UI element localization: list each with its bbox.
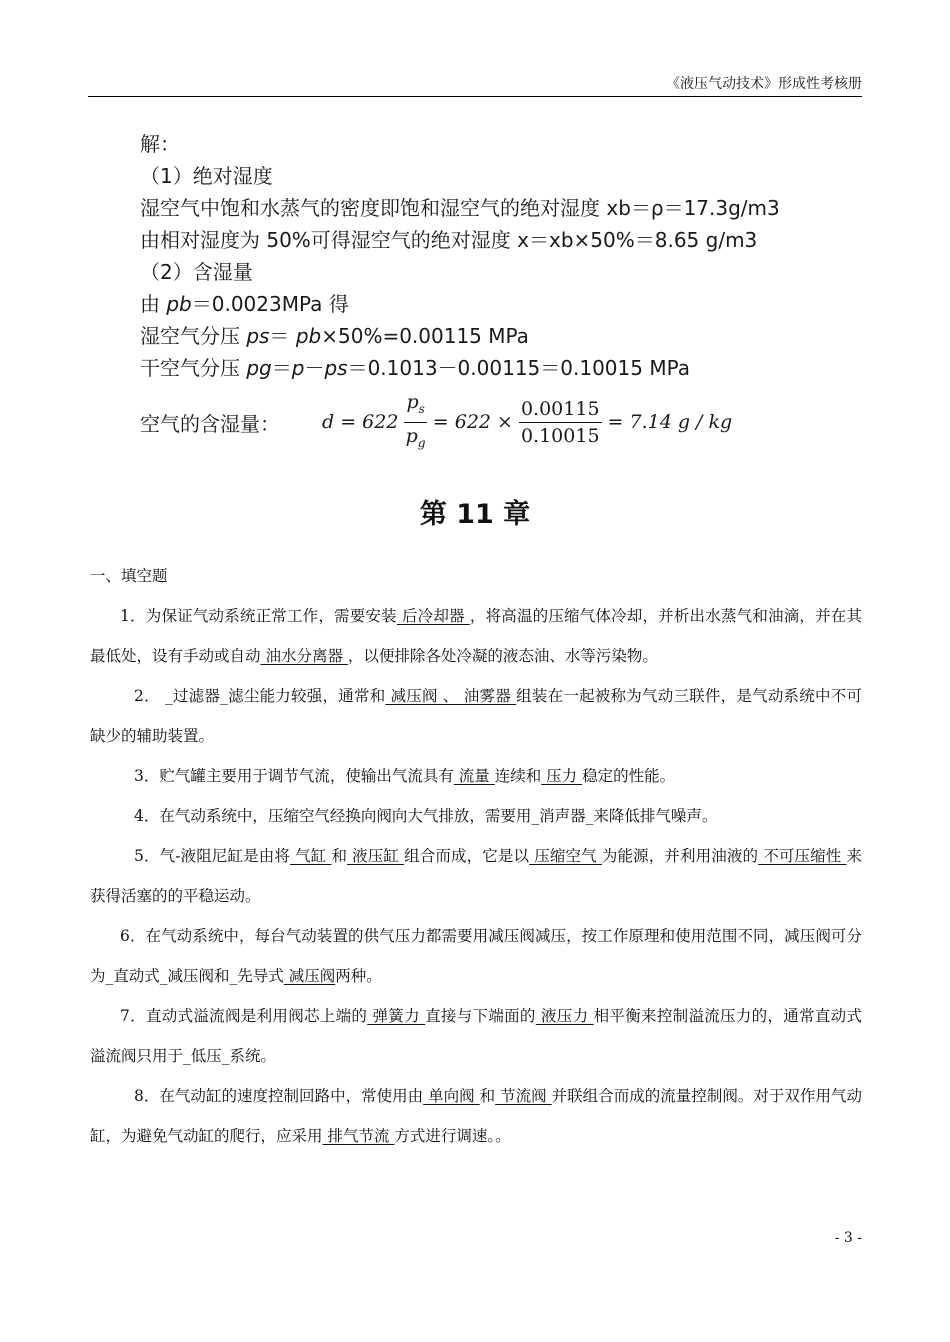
formula-mid: = 622 ×	[432, 411, 513, 433]
fraction-values	[519, 398, 602, 447]
line3-text-b: ＝0.0023MPa 得	[191, 292, 349, 316]
part1-title: （1）绝对湿度	[140, 164, 273, 188]
solution-line-1: 湿空气中饱和水蒸气的密度即饱和湿空气的绝对湿度 xb＝ρ＝17.3g/m3	[140, 196, 780, 220]
line3-var: pb	[166, 292, 192, 316]
line4-text-b: ＝	[269, 324, 296, 348]
fraction-value-denominator: 0.10015	[520, 424, 600, 447]
section-title: 一、填空题	[90, 567, 168, 585]
formula-rhs: = 7.14 g / kg	[607, 411, 733, 433]
solution-line-5	[140, 352, 900, 384]
header-title: 《液压气动技术》形成性考核册	[666, 76, 862, 92]
line5-var-3: ps	[324, 356, 348, 380]
answer-blank: 压力	[541, 767, 583, 785]
answer-blank: 油水分离器	[260, 647, 348, 665]
question-1: 1．为保证气动系统正常工作，需要安装 后冷却器 ，将高温的压缩气体冷却，并析出水蒸气和油滴，并在其最低处，设有手动或自动 油水分离器 ，以便排除各处冷凝的液态油、水等污染物。	[90, 607, 862, 665]
humidity-formula	[322, 391, 732, 454]
line4-var-2: pb	[295, 324, 322, 348]
page-number: - 3 -	[834, 1230, 862, 1246]
answer-blank: 减压阀 、 油雾器	[385, 687, 517, 705]
answer-blank: 节流阀	[495, 1087, 552, 1105]
answer-blank: 排气节流	[322, 1127, 395, 1145]
question-6: 6．在气动系统中，每台气动装置的供气压力都需要用减压阀减压，按工作原理和使用范围不同，减压阀可分为_直动式_减压阀和_先导式 减压阀两种。	[90, 927, 862, 985]
formula-label: 空气的含湿量：	[140, 411, 280, 436]
answer-blank: 气缸	[290, 847, 332, 865]
line5-var-1: pg	[246, 356, 272, 380]
answer-blank: 流量	[453, 767, 495, 785]
solution-block	[140, 128, 900, 450]
question-4: 4．在气动系统中，压缩空气经换向阀向大气排放，需要用_消声器_来降低排气噪声。	[134, 807, 718, 825]
fraction-value-numerator: 0.00115	[519, 398, 602, 423]
line4-text-a: 湿空气分压	[140, 324, 247, 348]
question-section	[90, 556, 862, 1156]
answer-blank: 单向阀	[423, 1087, 480, 1105]
formula-row	[140, 390, 900, 450]
line3-text-a: 由	[140, 292, 167, 316]
part2-title: （2）含湿量	[140, 260, 253, 284]
answer-blank: 压缩空气	[529, 847, 602, 865]
line5-var-2: p	[291, 356, 305, 380]
answer-blank: 不可压缩性	[758, 847, 847, 865]
question-8: 8．在气动缸的速度控制回路中，常使用由 单向阀 和 节流阀 并联组合而成的流量控制阀。对于双作用气动缸，为避免气动缸的爬行，应采用 排气节流 方式进行调速。。	[90, 1087, 862, 1145]
fraction-numerator: $p_s$	[404, 391, 426, 423]
question-3: 3．贮气罐主要用于调节气流，使输出气流具有 流量 连续和 压力 稳定的性能。	[134, 767, 676, 785]
fraction-denominator: $p_g$	[405, 424, 426, 450]
line5-text-d: ＝0.1013－0.00115＝0.10015 MPa	[347, 356, 690, 380]
line4-text-c: ×50%=0.00115 MPa	[321, 324, 529, 348]
solution-line-2: 由相对湿度为 50%可得湿空气的绝对湿度 x＝xb×50%＝8.65 g/m3	[140, 228, 758, 252]
line4-var-1: ps	[246, 324, 270, 348]
answer-blank: 液压缸	[347, 847, 405, 865]
solution-line-4	[140, 320, 900, 352]
answer-blank: 液压力	[535, 1007, 594, 1025]
chapter-title: 第 11 章	[419, 499, 531, 530]
line5-text-b: ＝	[271, 356, 292, 380]
solution-label: 解：	[140, 132, 180, 156]
fraction-ps-pg	[404, 391, 426, 454]
question-2: 2． _过滤器_滤尘能力较强，通常和 减压阀 、 油雾器 组装在一起被称为气动三联件，是气动系统中不可缺少的辅助装置。	[90, 687, 862, 745]
answer-blank: 后冷却器	[396, 607, 470, 625]
question-5: 5．气-液阻尼缸是由将 气缸 和 液压缸 组合而成，它是以 压缩空气 为能源，并利用油液的 不可压缩性 来获得活塞的的平稳运动。	[90, 847, 862, 905]
question-7: 7．直动式溢流阀是利用阀芯上端的 弹簧力 直接与下端面的 液压力 相平衡来控制溢流压力的，通常直动式溢流阀只用于_低压_系统。	[90, 1007, 862, 1065]
answer-blank: 减压阀	[283, 967, 336, 985]
line5-text-a: 干空气分压	[140, 356, 247, 380]
page-header	[88, 74, 862, 97]
formula-lhs: d = 622	[322, 411, 399, 433]
solution-line-3	[140, 288, 900, 320]
answer-blank: 弹簧力	[367, 1007, 426, 1025]
line5-text-c: －	[304, 356, 325, 380]
